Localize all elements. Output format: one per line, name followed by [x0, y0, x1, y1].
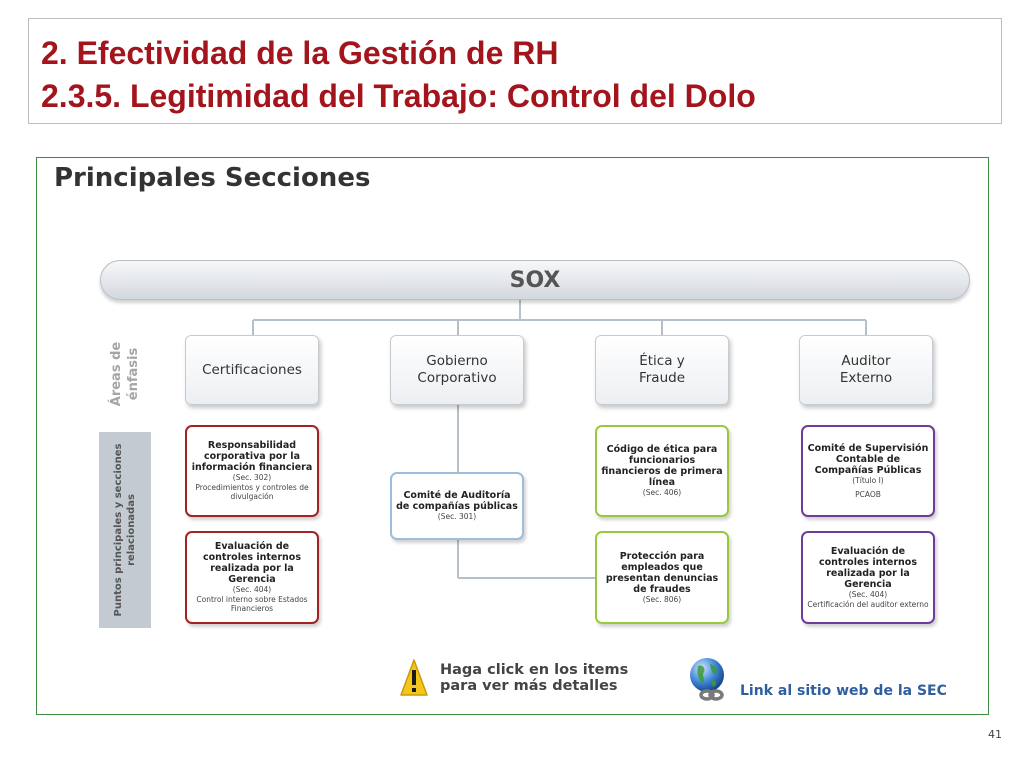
item-proteccion-denuncias[interactable]	[595, 531, 729, 624]
category-gobierno-corporativo[interactable]	[390, 335, 524, 405]
item-title: Comité de Auditoría de compañías públicas	[396, 490, 518, 513]
item-section: (Sec. 406)	[642, 488, 682, 498]
diagram-heading: Principales Secciones	[54, 163, 371, 193]
category-label: Ética y Fraude	[638, 353, 686, 386]
click-items-note	[440, 662, 628, 694]
category-etica-fraude[interactable]	[595, 335, 729, 405]
page-number: 41	[988, 728, 1002, 741]
puntos-principales-label: Puntos principales y secciones relacionadas	[113, 443, 137, 617]
item-desc: PCAOB	[855, 489, 881, 499]
note-line2: para ver más detalles	[440, 678, 618, 694]
sox-bar	[100, 260, 970, 300]
item-desc: Control interno sobre Estados Financieros	[196, 594, 308, 614]
item-title: Protección para empleados que presentan denuncias de fraudes	[605, 550, 719, 595]
warning-icon	[400, 659, 428, 697]
sec-website-link[interactable]: Link al sitio web de la SEC	[740, 683, 947, 699]
sox-label: SOX	[509, 268, 561, 293]
item-section: (Sec. 806)	[642, 594, 682, 604]
category-certificaciones[interactable]	[185, 335, 319, 405]
item-title: Evaluación de controles internos realizada por la Gerencia	[203, 541, 301, 586]
item-desc: Certificación del auditor externo	[807, 599, 929, 609]
slide-title-line2: 2.3.5. Legitimidad del Trabajo: Control del Dolo	[41, 78, 756, 114]
item-responsabilidad-corporativa[interactable]	[185, 425, 319, 517]
item-desc: Procedimientos y controles de divulgación	[195, 482, 309, 502]
item-title: Evaluación de controles internos realizada por la Gerencia	[819, 546, 917, 590]
areas-enfasis-label: Áreas de énfasis	[109, 341, 141, 407]
item-section: (Sec. 302)	[232, 473, 272, 483]
item-comite-auditoria[interactable]	[390, 472, 524, 540]
item-section: (Sec. 301)	[437, 512, 477, 522]
item-title: Código de ética para funcionarios financieros de primera línea	[601, 444, 723, 489]
item-codigo-etica[interactable]	[595, 425, 729, 517]
slide-title-line1: 2. Efectividad de la Gestión de RH	[41, 35, 559, 71]
item-title: Comité de Supervisión Contable de Compañías Públicas	[807, 443, 929, 476]
item-section: (Título I)	[852, 476, 884, 485]
category-label: Auditor Externo	[839, 353, 893, 386]
category-auditor-externo[interactable]	[799, 335, 933, 405]
item-section: (Sec. 404)	[848, 590, 888, 599]
category-label: Certificaciones	[202, 361, 302, 378]
globe-icon[interactable]	[686, 656, 732, 702]
item-evaluacion-controles-auditor[interactable]	[801, 531, 935, 624]
item-evaluacion-controles-gerencia[interactable]	[185, 531, 319, 624]
item-comite-supervision-contable[interactable]	[801, 425, 935, 517]
item-section: (Sec. 404)	[232, 585, 272, 595]
category-label: Gobierno Corporativo	[417, 353, 497, 386]
note-line1: Haga click en los items	[440, 662, 629, 678]
item-title: Responsabilidad corporativa por la información financiera	[191, 440, 313, 474]
